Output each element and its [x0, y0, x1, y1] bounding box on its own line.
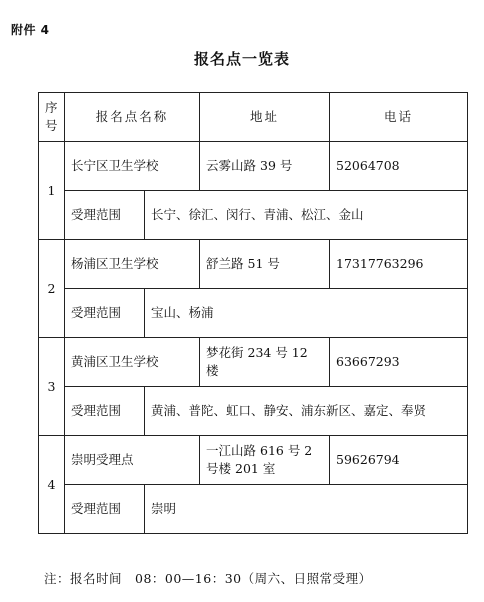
table-row	[39, 436, 468, 485]
site-name: 崇明受理点	[65, 436, 200, 485]
scope-label: 受理范围	[65, 191, 145, 240]
site-phone: 63667293	[330, 338, 468, 387]
row-seq: 4	[39, 436, 65, 534]
site-address: 云雾山路 39 号	[200, 142, 330, 191]
scope-value: 宝山、杨浦	[145, 289, 468, 338]
scope-value: 黄浦、普陀、虹口、静安、浦东新区、嘉定、奉贤	[145, 387, 468, 436]
registration-time-note: 注：报名时间 08：00—16：30（周六、日照常受理）	[44, 571, 372, 586]
scope-label: 受理范围	[65, 387, 145, 436]
site-address: 舒兰路 51 号	[200, 240, 330, 289]
table-row	[39, 338, 468, 387]
site-address: 一江山路 616 号 2 号楼 201 室	[200, 436, 330, 485]
scope-label: 受理范围	[65, 485, 145, 534]
scope-value: 长宁、徐汇、闵行、青浦、松江、金山	[145, 191, 468, 240]
page-title: 报名点一览表	[193, 50, 290, 68]
table-row	[39, 240, 468, 289]
header-address: 地址	[200, 93, 330, 142]
header-phone: 电话	[330, 93, 468, 142]
header-seq-line1: 序	[45, 100, 60, 115]
table-header-row	[39, 93, 468, 142]
attachment-label: 附件 4	[11, 23, 50, 37]
row-seq: 2	[39, 240, 65, 338]
scope-value: 崇明	[145, 485, 468, 534]
site-phone: 59626794	[330, 436, 468, 485]
row-seq: 3	[39, 338, 65, 436]
site-address: 梦花街 234 号 12 楼	[200, 338, 330, 387]
table-row-scope	[39, 387, 468, 436]
table-row-scope	[39, 191, 468, 240]
header-name: 报名点名称	[65, 93, 200, 142]
row-seq: 1	[39, 142, 65, 240]
site-name: 黄浦区卫生学校	[65, 338, 200, 387]
header-seq	[39, 93, 65, 142]
header-seq-line2: 号	[45, 118, 60, 133]
site-phone: 52064708	[330, 142, 468, 191]
site-name: 杨浦区卫生学校	[65, 240, 200, 289]
registration-sites-table	[38, 92, 468, 534]
table-row-scope	[39, 289, 468, 338]
site-phone: 17317763296	[330, 240, 468, 289]
site-name: 长宁区卫生学校	[65, 142, 200, 191]
scope-label: 受理范围	[65, 289, 145, 338]
table-row	[39, 142, 468, 191]
table-row-scope	[39, 485, 468, 534]
